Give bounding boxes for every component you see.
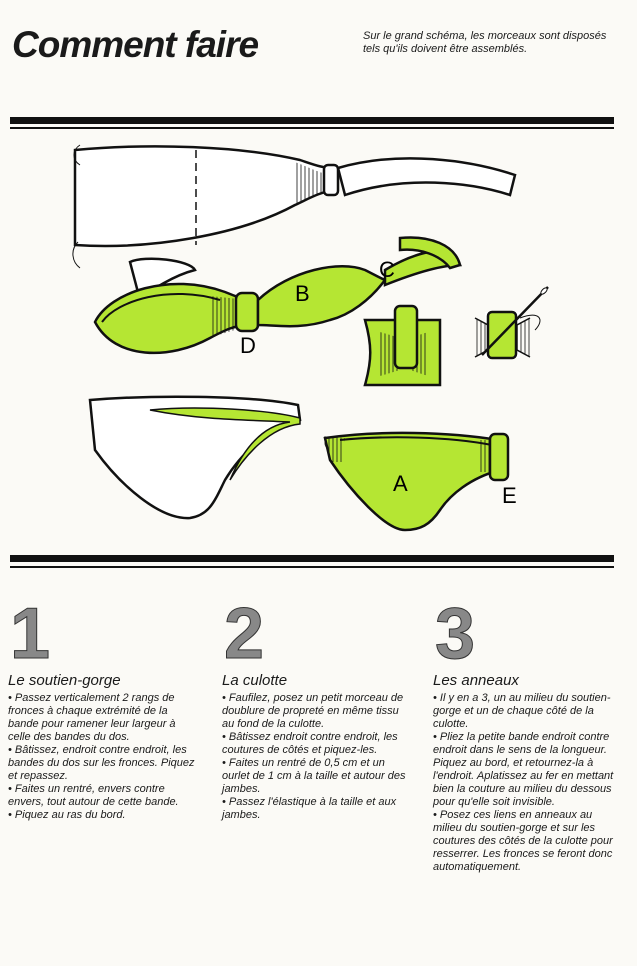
bikini-pattern-diagram: [0, 135, 637, 555]
step-paragraph: • Faites un rentré de 0,5 cm et un ourlet de 1 cm à la taille et autour des jambes.: [222, 757, 406, 795]
briefs-finished: [322, 433, 517, 530]
diagram-label-a: A: [393, 471, 408, 496]
step-2: [222, 600, 412, 822]
step-number-1: [8, 600, 68, 662]
step-paragraph: • Bâtissez endroit contre endroit, les coutures de côtés et piquez-les.: [222, 731, 398, 756]
svg-text:2: 2: [224, 600, 265, 662]
step-paragraph: • Piquez au ras du bord.: [8, 809, 126, 821]
svg-text:3: 3: [435, 600, 476, 662]
step-paragraph: • Passez l'élastique à la taille et aux jambes.: [222, 796, 397, 821]
step-paragraph: • Posez ces liens en anneaux au milieu du soutien-gorge et sur les coutures des côtés de la culotte pour resserrer. Les fronces se feront donc automatiquement.: [433, 809, 613, 873]
sewing-detail: [475, 287, 548, 358]
step-number-2: [222, 600, 282, 662]
step-paragraph: • Pliez la petite bande endroit contre endroit dans le sens de la longueur. Piquez au bord, et retournez-la à l'endroit. Aplatissez au fer en mettant bien la couture au milieu du dessous pour qu'elle soit invisible.: [433, 731, 614, 808]
step-paragraph: • Faufilez, posez un petit morceau de doublure de propreté en même tissu au fond de la culotte.: [222, 692, 404, 730]
step-3: [433, 600, 623, 874]
step-paragraph: • Il y en a 3, un au milieu du soutien-gorge et un de chaque côté de la culotte.: [433, 692, 611, 730]
diagram-label-e: E: [502, 483, 517, 508]
step-paragraph: • Faites un rentré, envers contre envers, tout autour de cette bande.: [8, 783, 179, 808]
bottom-rule: [10, 555, 614, 562]
bottom-rule-thin: [10, 566, 614, 568]
diagram-label-d: D: [240, 333, 256, 358]
step-paragraph: • Bâtissez, endroit contre endroit, les bandes du dos sur les fronces. Piquez et repassez.: [8, 744, 195, 782]
step-paragraph: • Passez verticalement 2 rangs de fronces à chaque extrémité de la bande pour ramener leur largeur à celle des bandes du dos.: [8, 692, 176, 743]
diagram-label-b: B: [295, 281, 310, 306]
page-title: Comment faire: [12, 24, 259, 65]
step-heading: La culotte: [222, 672, 288, 689]
top-rule: [10, 117, 614, 124]
step-number-3: [433, 600, 493, 662]
svg-text:1: 1: [10, 600, 51, 662]
diagram-label-c: C: [379, 257, 395, 282]
top-rule-thin: [10, 127, 614, 129]
ring-detail: [365, 306, 440, 385]
step-heading: Le soutien-gorge: [8, 672, 121, 689]
step-1: [8, 600, 198, 822]
briefs-flat: [90, 397, 300, 518]
page-subtitle: Sur le grand schéma, les morceaux sont disposés tels qu'ils doivent être assemblés.: [363, 30, 607, 55]
step-heading: Les anneaux: [433, 672, 519, 689]
